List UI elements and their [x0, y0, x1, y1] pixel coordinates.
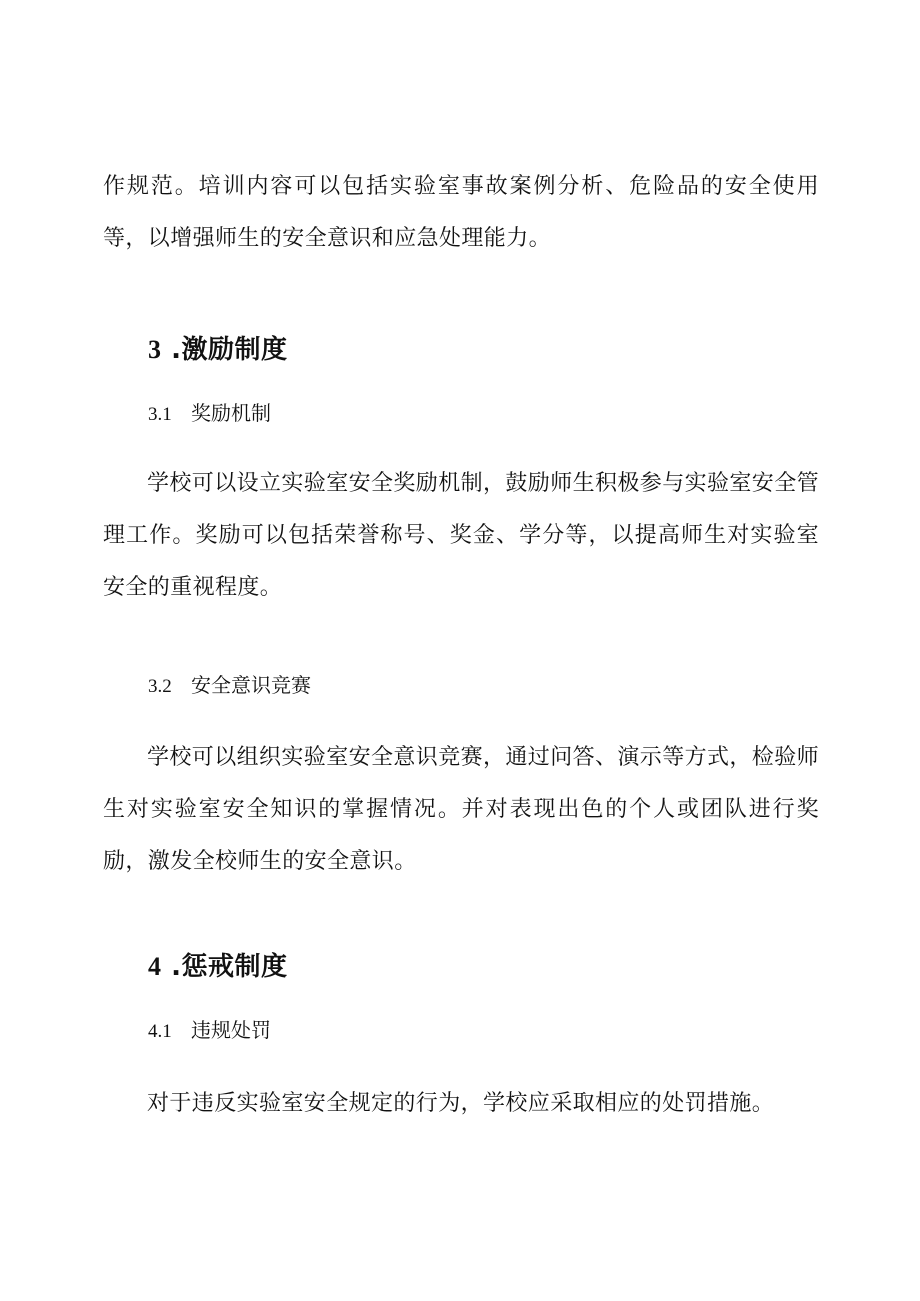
subsection-3-2-number: 3.2 [148, 676, 172, 697]
subsection-3-2-title: 安全意识竞赛 [191, 673, 311, 697]
subsection-3-1-number: 3.1 [148, 404, 172, 425]
subsection-3-1-paragraph: 学校可以设立实验室安全奖励机制，鼓励师生积极参与实验室安全管理工作。奖励可以包括荣誉称号、奖金、学分等，以提高师生对实验室安全的重视程度。 [103, 471, 820, 600]
section-4-title: .惩戒制度 [171, 952, 288, 982]
section-3-heading [148, 332, 287, 368]
subsection-3-1-title: 奖励机制 [191, 401, 271, 425]
subsection-3-2-heading [148, 670, 311, 702]
section-4-heading [148, 949, 287, 985]
section-3-title: .激励制度 [171, 335, 288, 365]
subsection-4-1-title: 违规处罚 [191, 1018, 271, 1042]
subsection-3-1-heading [148, 398, 271, 430]
section-3-number: 3 [148, 335, 162, 364]
subsection-3-2-paragraph: 学校可以组织实验室安全意识竞赛，通过问答、演示等方式，检验师生对实验室安全知识的掌握情况。并对表现出色的个人或团队进行奖励，激发全校师生的安全意识。 [103, 745, 820, 874]
subsection-4-1-heading [148, 1015, 271, 1047]
subsection-4-1-number: 4.1 [148, 1021, 172, 1042]
intro-paragraph: 作规范。培训内容可以包括实验室事故案例分析、危险品的安全使用等，以增强师生的安全意识和应急处理能力。 [103, 174, 819, 251]
subsection-4-1-paragraph: 对于违反实验室安全规定的行为，学校应采取相应的处罚措施。 [147, 1091, 775, 1116]
section-4-number: 4 [148, 952, 162, 981]
